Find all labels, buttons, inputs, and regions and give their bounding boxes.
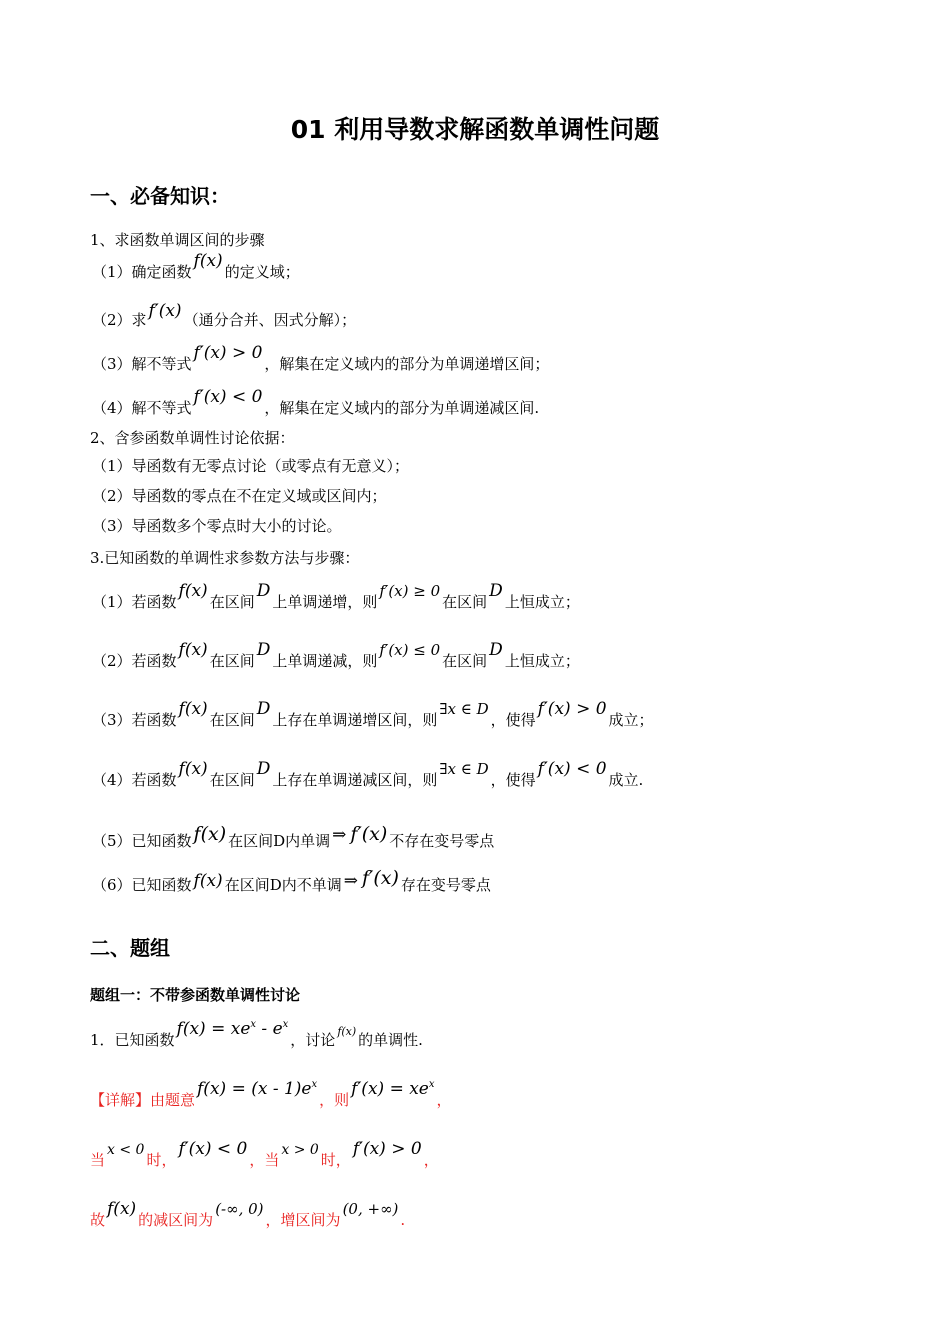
step2-line: （2）求 f′(x) （通分合并、因式分解）；: [92, 301, 357, 329]
part2-title: 2、含参函数单调性讨论依据：: [90, 429, 295, 447]
method5-line: （5）已知函数 f(x) 在区间D内单调 ⇒ f′(x) 不存在变号零点: [92, 823, 495, 850]
step1-line: （1）确定函数f(x)的定义域；: [92, 251, 300, 281]
part3-title: 3.已知函数的单调性求参数方法与步骤：: [90, 549, 360, 567]
step3-line: （3）解不等式f′(x) > 0，解集在定义域内的部分为单调递增区间；: [92, 343, 550, 373]
basis3-line: （3）导函数多个零点时大小的讨论。: [92, 517, 342, 535]
method3-line: （3）若函数f(x)在区间D上存在单调递增区间，则∃x ∈ D，使得f′(x) > 0成立；: [92, 699, 654, 729]
basis1-line: （1）导函数有无零点讨论（或零点有无意义）；: [92, 457, 410, 475]
group1-title: 题组一：不带参函数单调性讨论: [90, 986, 301, 1004]
step4-line: （4）解不等式f′(x) < 0，解集在定义域内的部分为单调递减区间.: [92, 387, 540, 417]
method4-line: （4）若函数f(x)在区间D上存在单调递减区间，则∃x ∈ D，使得f′(x) < 0成立.: [92, 759, 644, 789]
method6-line: （6）已知函数 f(x) 在区间D内不单调 ⇒ f′(x) 存在变号零点: [92, 867, 491, 894]
method2-line: （2）若函数f(x)在区间D上单调递减，则f′(x) ≤ 0在区间D上恒成立；: [92, 640, 580, 670]
section-heading-groups: 二、题组: [90, 936, 170, 960]
solution-line2: 当x < 0时，f′(x) < 0，当x > 0时，f′(x) > 0，: [90, 1139, 439, 1169]
part1-title: 1、求函数单调区间的步骤: [90, 231, 265, 249]
page-title: 01 利用导数求解函数单调性问题: [290, 115, 660, 144]
solution-line3: 故f(x)的减区间为(-∞, 0)，增区间为(0, +∞).: [90, 1199, 406, 1229]
method1-line: （1）若函数f(x)在区间D上单调递增，则f′(x) ≥ 0在区间D上恒成立；: [92, 581, 580, 611]
solution-line1: 【详解】由题意$f(x) = (x - 1)e^x$，则$f'(x) = xe^x$，: [90, 1079, 452, 1109]
basis2-line: （2）导函数的零点在不在定义域或区间内；: [92, 487, 387, 505]
question1-line: 1．已知函数$f(x) = xe^x - e^x$，讨论 $^{f(x)}$ 的单调性.: [90, 1019, 423, 1049]
section-heading-knowledge: 一、必备知识：: [90, 184, 230, 208]
